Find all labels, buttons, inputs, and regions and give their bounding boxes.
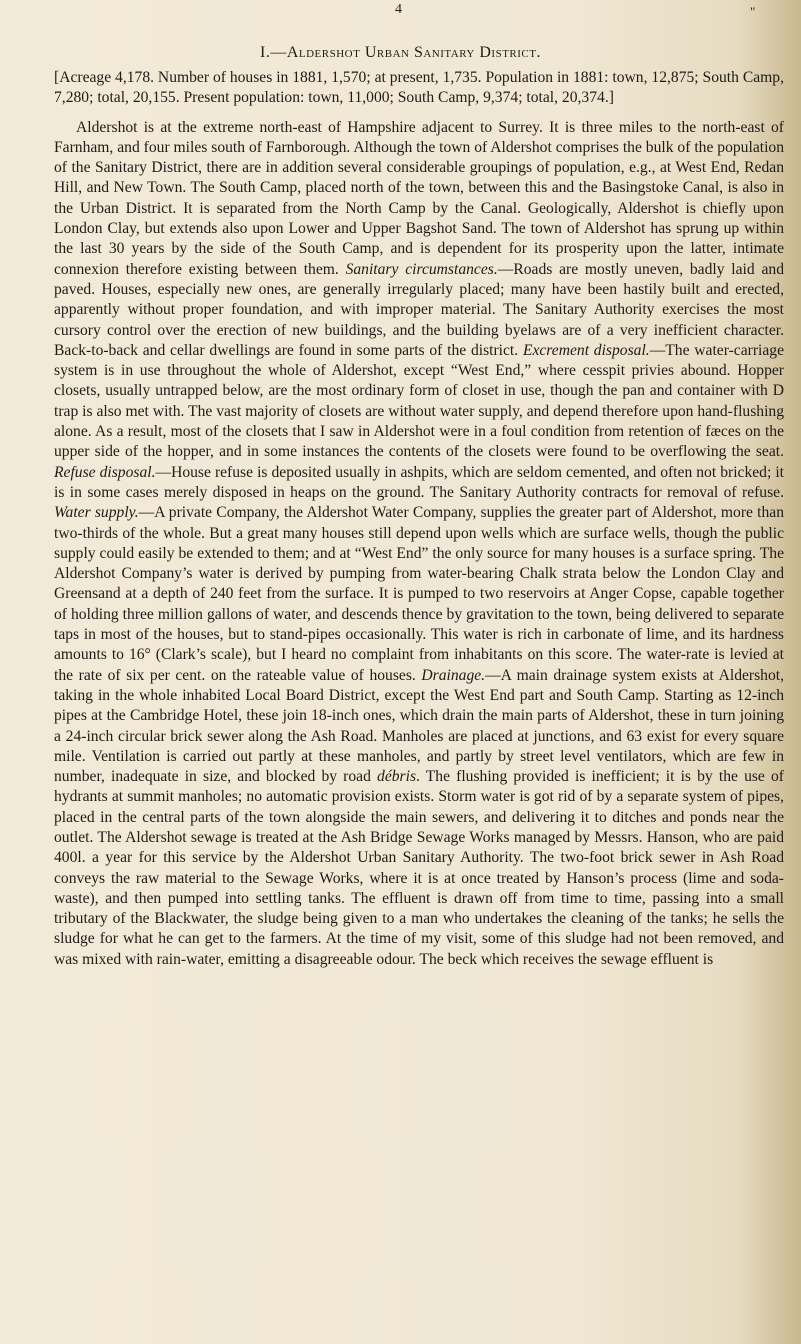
- page-number: 4: [395, 2, 402, 17]
- corner-mark: ": [750, 4, 756, 19]
- sanitary-circumstances-text: —Roads are mostly uneven, badly laid and paved. Houses, especially new ones, are generally irregularly placed; many have been hastily built and erected, apparently without proper foundation, and with improper material. The Sanitary Authority exercises the most cursory control over the erection of new buildings, and the building byelaws are of a very inefficient character. Back-to-back and cellar dwellings are found in some parts of the district.: [54, 260, 784, 359]
- acreage-note: [Acreage 4,178. Number of houses in 1881, 1,570; at present, 1,735. Population in 1881: town, 12,875; South Camp, 7,280; total, 20,155. Present population: town, 11,000; South Camp, 9,374; total, 20,374.]: [54, 69, 784, 107]
- drainage-label: Drainage.: [421, 666, 486, 684]
- main-paragraph: [54, 118, 784, 970]
- drainage-text-part-1: —A main drainage system exists at Aldershot, taking in the whole inhabited Local Board District, except the West End part and South Camp. Starting as 12-inch pipes at the Cambridge Hotel, these join 18-inch ones, which drain the main parts of Aldershot, these in turn joining a 24-inch circular brick sewer along the Ash Road. Manholes are placed at junctions, and 63 exist for every square mile. Ventilation is carried out partly at these manholes, and partly by street level ventilators, which are few in number, inadequate in size, and blocked by road: [54, 666, 784, 786]
- intro-text: Aldershot is at the extreme north-east of Hampshire adjacent to Surrey. It is three miles to the north-east of Farnham, and four miles south of Farnborough. Although the town of Aldershot comprises the bulk of the population of the Sanitary District, there are in addition several considerable groupings of population, e.g., at West End, Redan Hill, and New Town. The South Camp, placed north of the town, between this and the Basingstoke Canal, is also in the Urban District. It is separated from the North Camp by the Canal. Geologically, Aldershot is chiefly upon London Clay, but extends also upon Lower and Upper Bagshot Sand. The town of Aldershot has sprung up within the last 30 years by the side of the South Camp, and is dependent for its prosperity upon the latter, intimate connexion therefore existing between them.: [54, 118, 784, 278]
- drainage-debris-word: débris: [377, 768, 417, 786]
- sanitary-circumstances-label: Sanitary circumstances.: [345, 260, 498, 278]
- body-text: [54, 68, 784, 970]
- section-heading: I.—Aldershot Urban Sanitary District.: [260, 44, 541, 61]
- water-supply-text: —A private Company, the Aldershot Water Company, supplies the greater part of Aldershot, more than two-thirds of the whole. But a great many houses still depend upon wells which are surface wells, though the public supply could easily be extended to them; and at “West End” the only source for many houses is a surface spring. The Aldershot Company’s water is derived by pumping from water-bearing Chalk strata below the London Clay and Greensand at a depth of 240 feet from the surface. It is pumped to two reservoirs at Anger Copse, capable together of holding three million gallons of water, and descends thence by gravitation to the town, being delivered to separate taps in most of the houses, but to stand-pipes occasionally. This water is rich in carbonate of lime, and its hardness amounts to 16° (Clark’s scale), but I heard no complaint from inhabitants on this score. The water-rate is levied at the rate of six per cent. on the rateable value of houses.: [54, 504, 784, 684]
- refuse-disposal-text: —House refuse is deposited usually in ashpits, which are seldom cemented, and often not bricked; it is in some cases merely disposed in heaps on the ground. The Sanitary Authority contracts for removal of refuse.: [54, 463, 784, 501]
- excrement-disposal-text: —The water-carriage system is in use throughout the whole of Aldershot, except “West End,” where cesspit privies abound. Hopper closets, usually untrapped below, are the most ordinary form of closet in use, though the pan and container with D trap is also met with. The vast majority of closets are without water supply, and depend therefore upon hand-flushing alone. As a result, most of the closets that I saw in Aldershot were in a foul condition from retention of fæces on the upper side of the hopper, and in some instances the contents of the closets were found to be overflowing the seat.: [54, 341, 784, 461]
- drainage-text-part-2: . The flushing provided is inefficient; it is by the use of hydrants at summit manholes; no automatic provision exists. Storm water is got rid of by a separate system of pipes, placed in the central parts of the town alongside the main sewers, and delivering it to ditches and ponds near the outlet. The Aldershot sewage is treated at the Ash Bridge Sewage Works managed by Messrs. Hanson, who are paid 400l. a year for this service by the Aldershot Urban Sanitary Authority. The two-foot brick sewer in Ash Road conveys the raw material to the Sewage Works, where it is at once treated by Hanson’s process (lime and soda-waste), and then pumped into settling tanks. The effluent is drawn off from time to time, passing into a small tributary of the Blackwater, the sludge being given to a man who undertakes the cleaning of the tanks; he sells the sludge for what he can get to the farmers. At the time of my visit, some of this sludge had not been removed, and was mixed with rain-water, emitting a disagreeable odour. The beck which receives the sewage effluent is: [54, 768, 784, 968]
- excrement-disposal-label: Excrement disposal.: [522, 341, 650, 359]
- refuse-disposal-label: Refuse disposal.: [54, 463, 156, 481]
- water-supply-label: Water supply.: [54, 504, 139, 522]
